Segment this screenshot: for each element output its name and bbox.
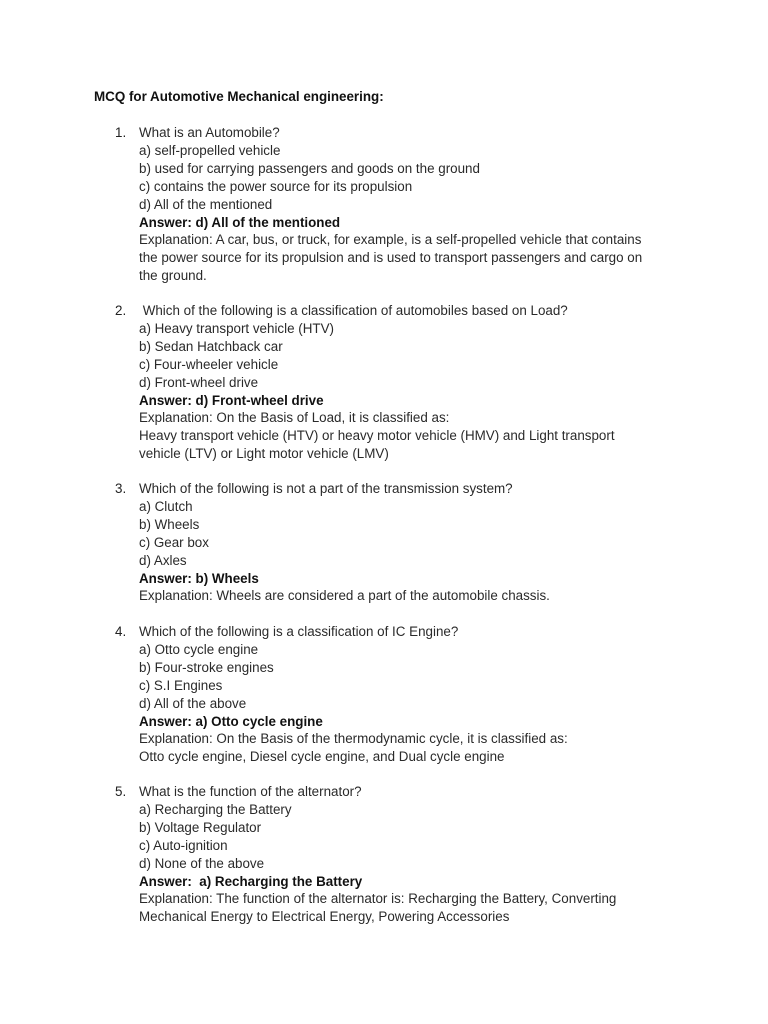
option-c: c) contains the power source for its propulsion — [139, 178, 413, 194]
explanation-line: Explanation: A car, bus, or truck, for example, is a self-propelled vehicle that contains — [139, 232, 642, 248]
option-b: b) Sedan Hatchback car — [139, 338, 283, 354]
option-a: a) self-propelled vehicle — [139, 142, 281, 158]
option-c: c) Auto-ignition — [139, 837, 228, 853]
question-text: Which of the following is a classification of automobiles based on Load? — [139, 303, 568, 318]
option-a: a) Recharging the Battery — [139, 801, 292, 817]
explanation-line: Explanation: On the Basis of the thermodynamic cycle, it is classified as: — [139, 731, 568, 747]
answer-text: Answer: b) Wheels — [139, 570, 259, 586]
question-number: 3. — [115, 481, 127, 496]
option-b: b) used for carrying passengers and goods on the ground — [139, 160, 480, 176]
question-text: Which of the following is not a part of the transmission system? — [139, 481, 513, 496]
option-b: b) Voltage Regulator — [139, 819, 262, 835]
question-body — [139, 623, 684, 766]
question-number: 5. — [115, 784, 127, 799]
option-a: a) Otto cycle engine — [139, 641, 259, 657]
explanation-line: Heavy transport vehicle (HTV) or heavy motor vehicle (HMV) and Light transport — [139, 428, 615, 444]
option-b: b) Wheels — [139, 516, 200, 532]
answer-text: Answer: a) Recharging the Battery — [139, 873, 363, 889]
explanation-line: vehicle (LTV) or Light motor vehicle (LMV) — [139, 446, 389, 462]
question-text: What is the function of the alternator? — [139, 784, 362, 799]
question-text: Which of the following is a classification of IC Engine? — [139, 624, 459, 639]
document-title: MCQ for Automotive Mechanical engineering: — [94, 89, 384, 104]
question-text: What is an Automobile? — [139, 125, 280, 140]
option-d: d) Axles — [139, 552, 187, 568]
explanation-line: Explanation: On the Basis of Load, it is classified as: — [139, 410, 450, 426]
question-body — [139, 124, 684, 285]
question-number: 1. — [115, 125, 127, 140]
option-a: a) Clutch — [139, 498, 193, 514]
answer-text: Answer: a) Otto cycle engine — [139, 713, 323, 729]
question-body — [139, 302, 684, 463]
explanation-line: Explanation: Wheels are considered a part of the automobile chassis. — [139, 588, 550, 604]
explanation-line: Explanation: The function of the alternator is: Recharging the Battery, Converting — [139, 891, 617, 907]
option-c: c) S.I Engines — [139, 677, 223, 693]
question-number: 2. — [115, 303, 127, 318]
option-a: a) Heavy transport vehicle (HTV) — [139, 320, 334, 336]
question-number: 4. — [115, 624, 127, 639]
option-c: c) Four-wheeler vehicle — [139, 356, 279, 372]
option-b: b) Four-stroke engines — [139, 659, 274, 675]
question-body — [139, 783, 684, 926]
option-d: d) None of the above — [139, 855, 265, 871]
explanation-line: the power source for its propulsion and is used to transport passengers and cargo on — [139, 250, 643, 266]
question-body — [139, 480, 684, 605]
explanation-line: Mechanical Energy to Electrical Energy, Powering Accessories — [139, 909, 510, 925]
option-d: d) All of the above — [139, 695, 247, 711]
answer-text: Answer: d) Front-wheel drive — [139, 392, 324, 408]
explanation-line: the ground. — [139, 268, 207, 284]
option-d: d) Front-wheel drive — [139, 374, 259, 390]
answer-text: Answer: d) All of the mentioned — [139, 214, 341, 230]
option-d: d) All of the mentioned — [139, 196, 273, 212]
option-c: c) Gear box — [139, 534, 209, 550]
explanation-line: Otto cycle engine, Diesel cycle engine, and Dual cycle engine — [139, 749, 505, 765]
